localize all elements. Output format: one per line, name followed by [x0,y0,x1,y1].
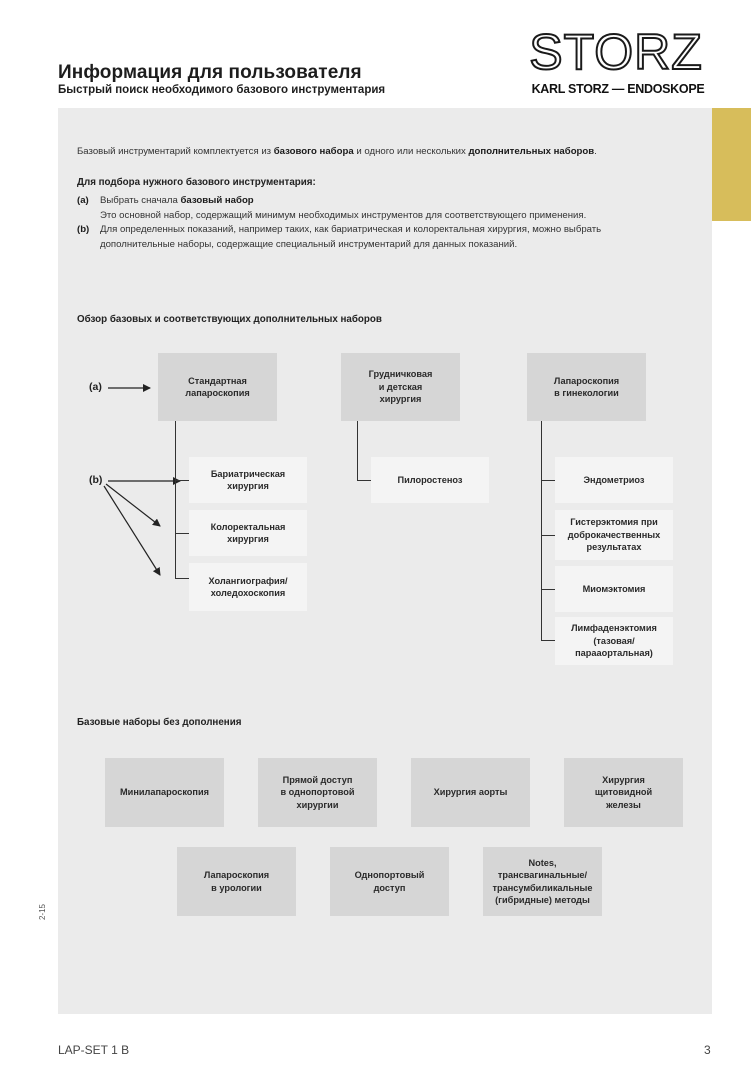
tree-line-col2 [357,421,358,481]
step-b-text: Для определенных показаний, например таких, как бариатрическая и колоректальная хирургия, можно выбрать дополнительные наборы, содержащие специальный инструментарий для данных показаний. [100,224,602,250]
set-thyroid-surgery[interactable]: Хирургия щитовидной железы [564,758,683,827]
set-endometriosis[interactable]: Эндометриоз [555,457,673,503]
set-myomectomy[interactable]: Миомэктомия [555,566,673,612]
set-bariatric-surgery[interactable]: Бариатрическая хирургия [189,457,307,503]
set-pyloric-stenosis[interactable]: Пилоростеноз [371,457,489,503]
overview-heading: Обзор базовых и соответствующих дополнительных наборов [77,314,382,325]
set-gynecologic-laparoscopy[interactable]: Лапароскопия в гинекологии [527,353,646,421]
tree-branch [175,578,189,579]
set-cholangiography[interactable]: Холангиография/ холедохоскопия [189,563,307,611]
set-pediatric-surgery[interactable]: Грудничковая и детская хирургия [341,353,460,421]
label-b: (b) [89,474,103,486]
arrow-b-3 [104,486,160,575]
set-urologic-laparoscopy[interactable]: Лапароскопия в урологии [177,847,296,916]
set-single-port-direct[interactable]: Прямой доступ в однопортовой хирургии [258,758,377,827]
set-standard-laparoscopy[interactable]: Стандартная лапароскопия [158,353,277,421]
tree-line-col3 [541,421,542,641]
footer-catalog-code: LAP-SET 1 B [58,1043,130,1057]
page-subtitle: Быстрый поиск необходимого базового инструментария [58,84,386,96]
step-b: (b) [77,224,90,235]
storz-logo: STORZ [529,24,703,80]
tree-branch [541,640,555,641]
tree-branch [541,480,555,481]
set-hysterectomy[interactable]: Гистерэктомия при доброкачественных результатах [555,510,673,560]
tree-line-col1 [175,421,176,579]
tree-branch [175,480,189,481]
tree-branch [541,589,555,590]
tree-branch [357,480,371,481]
set-notes-methods[interactable]: Notes, трансвагинальные/ трансумбиликальные (гибридные) методы [483,847,602,916]
tree-branch [541,535,555,536]
label-a: (a) [89,381,102,393]
side-page-code: 2-15 [38,903,47,920]
set-colorectal-surgery[interactable]: Колоректальная хирургия [189,510,307,556]
set-aortic-surgery[interactable]: Хирургия аорты [411,758,530,827]
standalone-heading: Базовые наборы без дополнения [77,717,242,728]
set-minilaparoscopy[interactable]: Минилапароскопия [105,758,224,827]
step-a-text: Выбрать сначала базовый набор Это основной набор, содержащий минимум необходимых инструментов для соответствующего применения. [100,195,587,221]
storz-logo-subtitle: KARL STORZ — ENDOSKOPE [531,82,705,96]
intro-paragraph: Базовый инструментарий комплектуется из базового набора и одного или нескольких дополнительных наборов. [77,146,597,157]
set-single-port-access[interactable]: Однопортовый доступ [330,847,449,916]
selection-heading: Для подбора нужного базового инструментария: [77,177,316,188]
arrow-b-2 [106,484,160,526]
tree-branch [175,533,189,534]
set-lymphadenectomy[interactable]: Лимфаденэктомия (тазовая/ парааортальная) [555,617,673,665]
footer-page-number: 3 [704,1043,711,1057]
step-a: (a) [77,195,89,206]
page-title: Информация для пользователя [58,62,362,83]
